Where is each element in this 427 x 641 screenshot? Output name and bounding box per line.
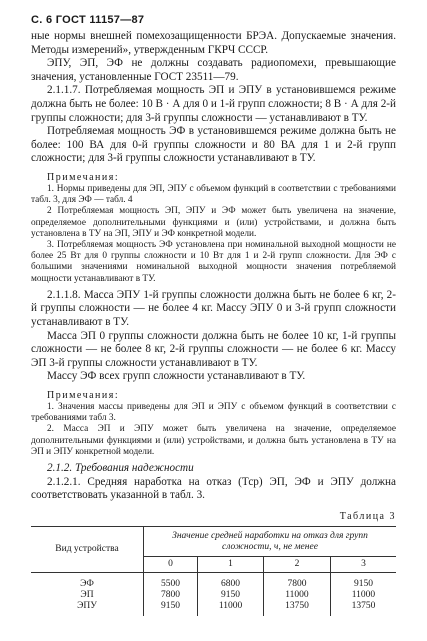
paragraph-continuation: ные нормы внешней помехозащищенности БРЭА. Допускаемые значения. Методы измерений», утвержденным ГКРЧ СССР. xyxy=(31,30,396,56)
note-item: 1. Значения массы приведены для ЭП и ЭПУ с объемом функций в соответствии с требованиями табл 3. xyxy=(31,401,396,424)
note-item: 2. Масса ЭП и ЭПУ может быть увеличена на значение, определяемое дополнительными функциями и (или) устройствами, и должна быть установлена в ТУ на ЭП и ЭПУ конкретной модели. xyxy=(31,424,396,457)
value-cell: 6800 xyxy=(198,572,264,590)
paragraph-2-1-1-7: 2.1.1.7. Потребляемая мощность ЭП и ЭПУ в установившемся режиме должна быть не более: 10 В · А для 0 и 1-й групп сложности; 8 В · А для 2-й группы сложности; для 3-й группы сложности — устанавливают в ТУ. xyxy=(31,84,396,124)
device-cell: ЭПУ xyxy=(77,600,97,611)
paragraph-mass-ep: Масса ЭП 0 группы сложности должна быть не более 10 кг, 1-й группы сложности — не более 8 кг, 2-й группы сложности — не более 6 кг. Массу ЭП 3-й группы сложности устанавливают в ТУ. xyxy=(31,329,396,369)
reliability-table xyxy=(31,526,396,616)
paragraph-power-ef: Потребляемая мощность ЭФ в установившемся режиме должна быть не более: 100 ВА для 0-й группы сложности и 80 ВА для 1 и 2-й групп сложности; для 3-й группы сложности устанавливают в ТУ. xyxy=(31,125,396,165)
value-cell: 11000 xyxy=(198,601,264,616)
table-row xyxy=(31,572,396,590)
note-item: 3. Потребляемая мощность ЭФ установлена при номинальной выходной мощности не более 25 Вт для 0 группы сложности и 10 Вт для 1 и 2-й групп сложности. Для ЭФ с большими значениями номинальной выходной мощности значения потребляемой мощности устанавливают в ТУ. xyxy=(31,239,396,284)
value-cell: 9150 xyxy=(330,572,396,590)
paragraph-mass-ef: Массу ЭФ всех групп сложности устанавливают в ТУ. xyxy=(47,370,306,383)
notes-title: Примечания: xyxy=(47,171,120,183)
value-cell: 7800 xyxy=(264,572,331,590)
value-cell: 5500 xyxy=(144,572,198,590)
note-item: 2 Потребляемая мощность ЭП, ЭПУ и ЭФ может быть увеличена на значение, определяемое дополнительными функциями и (или) устройствами, и должна быть установлена в ТУ на ЭП, ЭПУ и ЭФ конкретной модели. xyxy=(31,206,396,239)
value-cell: 11000 xyxy=(264,590,331,601)
device-cell: ЭФ xyxy=(80,578,94,589)
table-row xyxy=(31,590,396,601)
value-cell: 7800 xyxy=(144,590,198,601)
value-cell: 11000 xyxy=(330,590,396,601)
device-cell: ЭП xyxy=(80,589,94,600)
group-header: 2 xyxy=(264,556,331,572)
value-cell: 13750 xyxy=(330,601,396,616)
column-header-groups: Значение средней наработки на отказ для групп сложности, ч, не менее xyxy=(144,526,397,556)
page-header: С. 6 ГОСТ 11157—87 xyxy=(31,14,145,26)
notes-title: Примечания: xyxy=(47,389,120,401)
paragraph-2-1-2-1: 2.1.2.1. Средняя наработка на отказ (Тср) ЭП, ЭФ и ЭПУ должна соответствовать указанной в табл. 3. xyxy=(31,475,396,502)
table-caption: Таблица 3 xyxy=(339,510,396,522)
note-item: 1. Нормы приведены для ЭП, ЭПУ с объемом функций в соответствии с требованиями табл. 3, для ЭФ — табл. 4 xyxy=(31,183,396,206)
group-header: 0 xyxy=(144,556,198,572)
paragraph-2-1-1-8: 2.1.1.8. Масса ЭПУ 1-й группы сложности должна быть не более 6 кг, 2-й группы сложности — не более 4 кг. Массу ЭПУ 0 и 3-й групп сложности устанавливают в ТУ. xyxy=(31,288,396,328)
column-header-device: Вид устройства xyxy=(31,526,144,572)
table-row xyxy=(31,601,396,616)
group-header: 3 xyxy=(330,556,396,572)
value-cell: 13750 xyxy=(264,601,331,616)
value-cell: 9150 xyxy=(198,590,264,601)
value-cell: 9150 xyxy=(144,601,198,616)
group-header: 1 xyxy=(198,556,264,572)
paragraph-radio-interference: ЭПУ, ЭП, ЭФ не должны создавать радиопомехи, превышающие значения, установленные ГОСТ 23511—79. xyxy=(31,57,396,83)
section-heading-reliability: 2.1.2. Требования надежности xyxy=(47,461,194,474)
